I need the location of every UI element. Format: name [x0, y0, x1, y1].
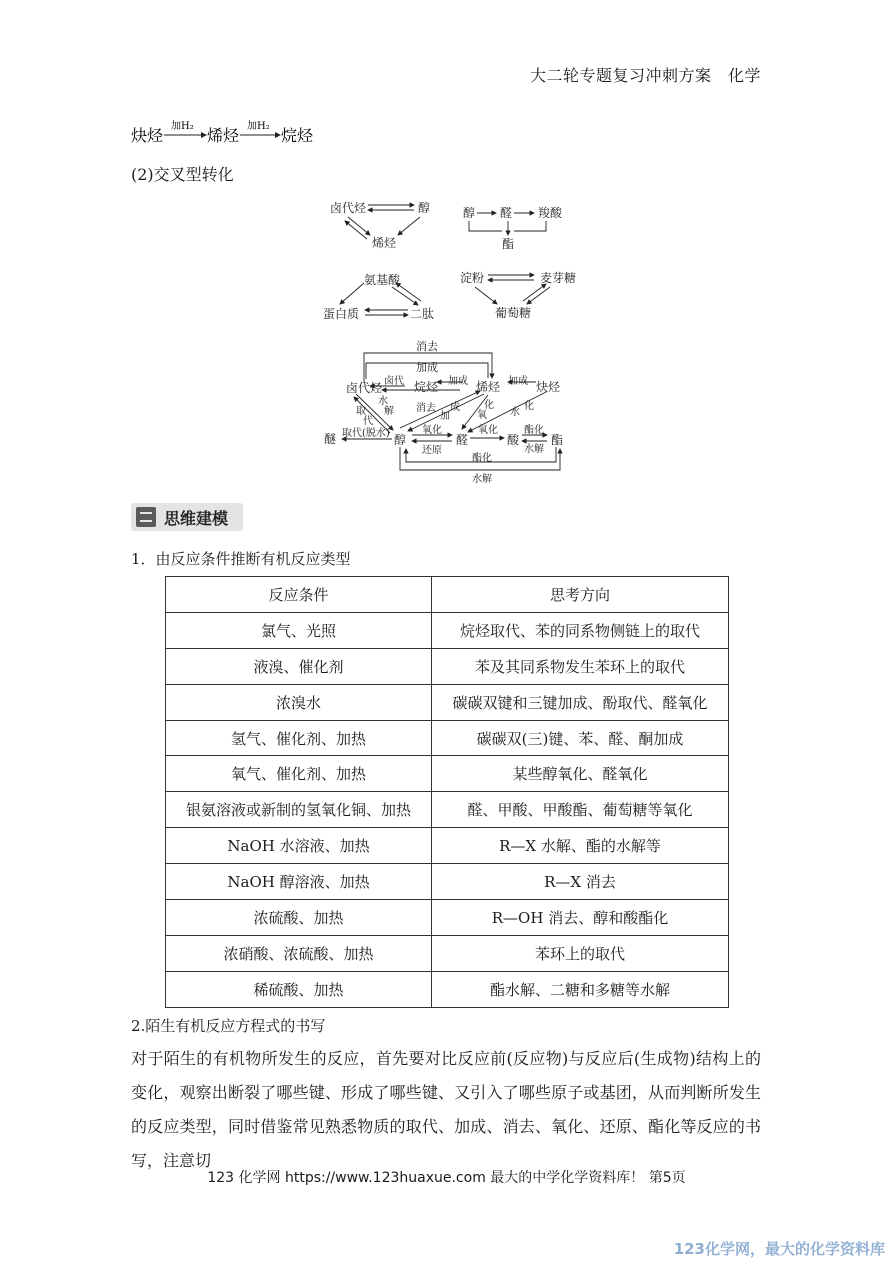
watermark: 123化学网，最大的化学资料库	[673, 1240, 885, 1258]
d5-esterification-2: 酯化	[472, 453, 492, 464]
subsection-1-title: 1．由反应条件推断有机反应类型	[131, 550, 351, 568]
table-header-cell: 思考方向	[432, 577, 729, 613]
d5-acid: 酸	[507, 433, 520, 447]
d5-alcohol: 醇	[394, 433, 407, 447]
d5-haloalkane: 卤代烃	[346, 381, 383, 395]
d5-hydrolysis-1: 水解	[524, 444, 544, 455]
table-row	[166, 648, 729, 684]
d5-oxidation-1: 氧化	[422, 425, 442, 436]
table-row	[166, 612, 729, 648]
d5-alkyne: 炔烃	[536, 380, 561, 394]
table-cell: NaOH 水溶液、加热	[166, 828, 432, 864]
table-cell: 苯环上的取代	[432, 935, 729, 971]
d2-alcohol: 醇	[463, 206, 476, 220]
chain-cond-1: 加H₂	[171, 121, 194, 132]
table-cell: 碳碳双(三)键、苯、醛、酮加成	[432, 720, 729, 756]
d5-water-2: 水	[510, 407, 520, 418]
table-cell: 银氨溶液或新制的氢氧化铜、加热	[166, 792, 432, 828]
table-cell: 苯及其同系物发生苯环上的取代	[432, 648, 729, 684]
table-cell: 烷烃取代、苯的同系物侧链上的取代	[432, 612, 729, 648]
table-row	[166, 720, 729, 756]
d5-alkene: 烯烃	[476, 380, 501, 394]
d5-halogenation: 卤代	[384, 376, 404, 387]
table-cell: R—X 水解、酯的水解等	[432, 828, 729, 864]
table-row	[166, 792, 729, 828]
table-cell: R—X 消去	[432, 864, 729, 900]
table-row	[166, 900, 729, 936]
d5-stitute: 代	[363, 416, 373, 427]
body-paragraph: 对于陌生的有机物所发生的反应，首先要对比反应前(反应物)与反应后(生成物)结构上的变化，观察出断裂了哪些键、形成了哪些键、又引入了哪些原子或基团，从而判断所发生的反应类型，同时借鉴常见熟悉物质的取代、加成、消去、氧化、还原、酯化等反应的书写，注意切	[131, 1049, 761, 1170]
conversion-diagrams	[320, 195, 590, 485]
section-badge	[131, 503, 243, 531]
d5-addition-2: 加成	[508, 376, 528, 387]
d5-hydration: 化	[524, 401, 534, 412]
d1-haloalkane: 卤代烃	[330, 201, 367, 215]
table-row	[166, 684, 729, 720]
table-cell: 酯水解、二糖和多糖等水解	[432, 971, 729, 1007]
d5-sub-dehydration: 取代(脱水)	[342, 428, 390, 439]
d5-hydrolysis-2: 水解	[472, 474, 492, 485]
d1-alkene: 烯烃	[372, 236, 397, 250]
d3-dipeptide: 二肽	[410, 307, 435, 321]
d4-glucose: 葡萄糖	[495, 306, 532, 320]
table-header-row	[166, 577, 729, 613]
table-row	[166, 756, 729, 792]
table-cell: 某些醇氧化、醛氧化	[432, 756, 729, 792]
d1-alcohol: 醇	[418, 201, 431, 215]
d5-sub: 取	[356, 406, 366, 417]
chain-start: 炔烃	[131, 126, 164, 145]
section-2-title: (2)交叉型转化	[131, 165, 234, 184]
table-cell: 碳碳双键和三键加成、酚取代、醛氧化	[432, 684, 729, 720]
alkyne-chain	[131, 120, 431, 150]
table-row	[166, 971, 729, 1007]
d5-alkane: 烷烃	[414, 380, 439, 394]
table-cell: 浓溴水	[166, 684, 432, 720]
table-cell: 氢气、催化剂、加热	[166, 720, 432, 756]
table-cell: 稀硫酸、加热	[166, 971, 432, 1007]
book-icon	[136, 507, 156, 527]
d4-maltose: 麦芽糖	[540, 271, 577, 285]
page-footer: 123 化学网 https://www.123huaxue.com 最大的中学化学资料库！ 第5页	[207, 1170, 686, 1186]
d5-esterification-1: 酯化	[524, 425, 544, 436]
d5-dation: 氧	[477, 410, 487, 421]
d5-lysis: 解	[384, 406, 394, 417]
chain-middle: 烯烃	[207, 126, 240, 145]
table-cell: 氧气、催化剂、加热	[166, 756, 432, 792]
table-row	[166, 828, 729, 864]
d3-protein: 蛋白质	[323, 307, 360, 321]
d5-elimination-top: 消去	[416, 340, 438, 353]
d2-aldehyde: 醛	[500, 206, 513, 220]
badge-label: 思维建模	[164, 508, 229, 528]
page-header: 大二轮专题复习冲刺方案 化学	[529, 66, 761, 85]
d5-addition-1: 加成	[448, 376, 468, 387]
table-cell: 浓硫酸、加热	[166, 900, 432, 936]
d5-reduction: 还原	[422, 445, 442, 456]
chain-cond-2: 加H₂	[247, 121, 270, 132]
reaction-condition-table	[165, 576, 729, 1008]
d5-addition-top: 加成	[416, 361, 438, 374]
table-cell: 液溴、催化剂	[166, 648, 432, 684]
subsection-2-title: 2.陌生有机反应方程式的书写	[131, 1017, 326, 1035]
table-cell: R—OH 消去、醇和酸酯化	[432, 900, 729, 936]
table-header-cell: 反应条件	[166, 577, 432, 613]
d5-add: 加	[440, 411, 450, 422]
d5-aldehyde: 醛	[456, 433, 469, 447]
d3-amino-acid: 氨基酸	[364, 273, 401, 287]
table-row	[166, 864, 729, 900]
table-cell: NaOH 醇溶液、加热	[166, 864, 432, 900]
d5-elimination-mid: 消去	[416, 403, 436, 414]
d5-water: 水	[378, 396, 388, 407]
chain-end: 烷烃	[281, 126, 314, 145]
d5-oxidation-2: 氧化	[478, 425, 498, 436]
table-cell: 氯气、光照	[166, 612, 432, 648]
table-cell: 醛、甲酸、甲酸酯、葡萄糖等氧化	[432, 792, 729, 828]
d4-starch: 淀粉	[460, 271, 485, 285]
d5-oxi: 化	[484, 400, 494, 411]
table-row	[166, 935, 729, 971]
d5-ester: 酯	[551, 433, 564, 447]
d2-ester: 酯	[502, 237, 515, 251]
d2-acid: 羧酸	[538, 206, 563, 220]
d5-ether: 醚	[324, 432, 337, 446]
table-cell: 浓硝酸、浓硫酸、加热	[166, 935, 432, 971]
d5-ition: 成	[450, 402, 460, 413]
